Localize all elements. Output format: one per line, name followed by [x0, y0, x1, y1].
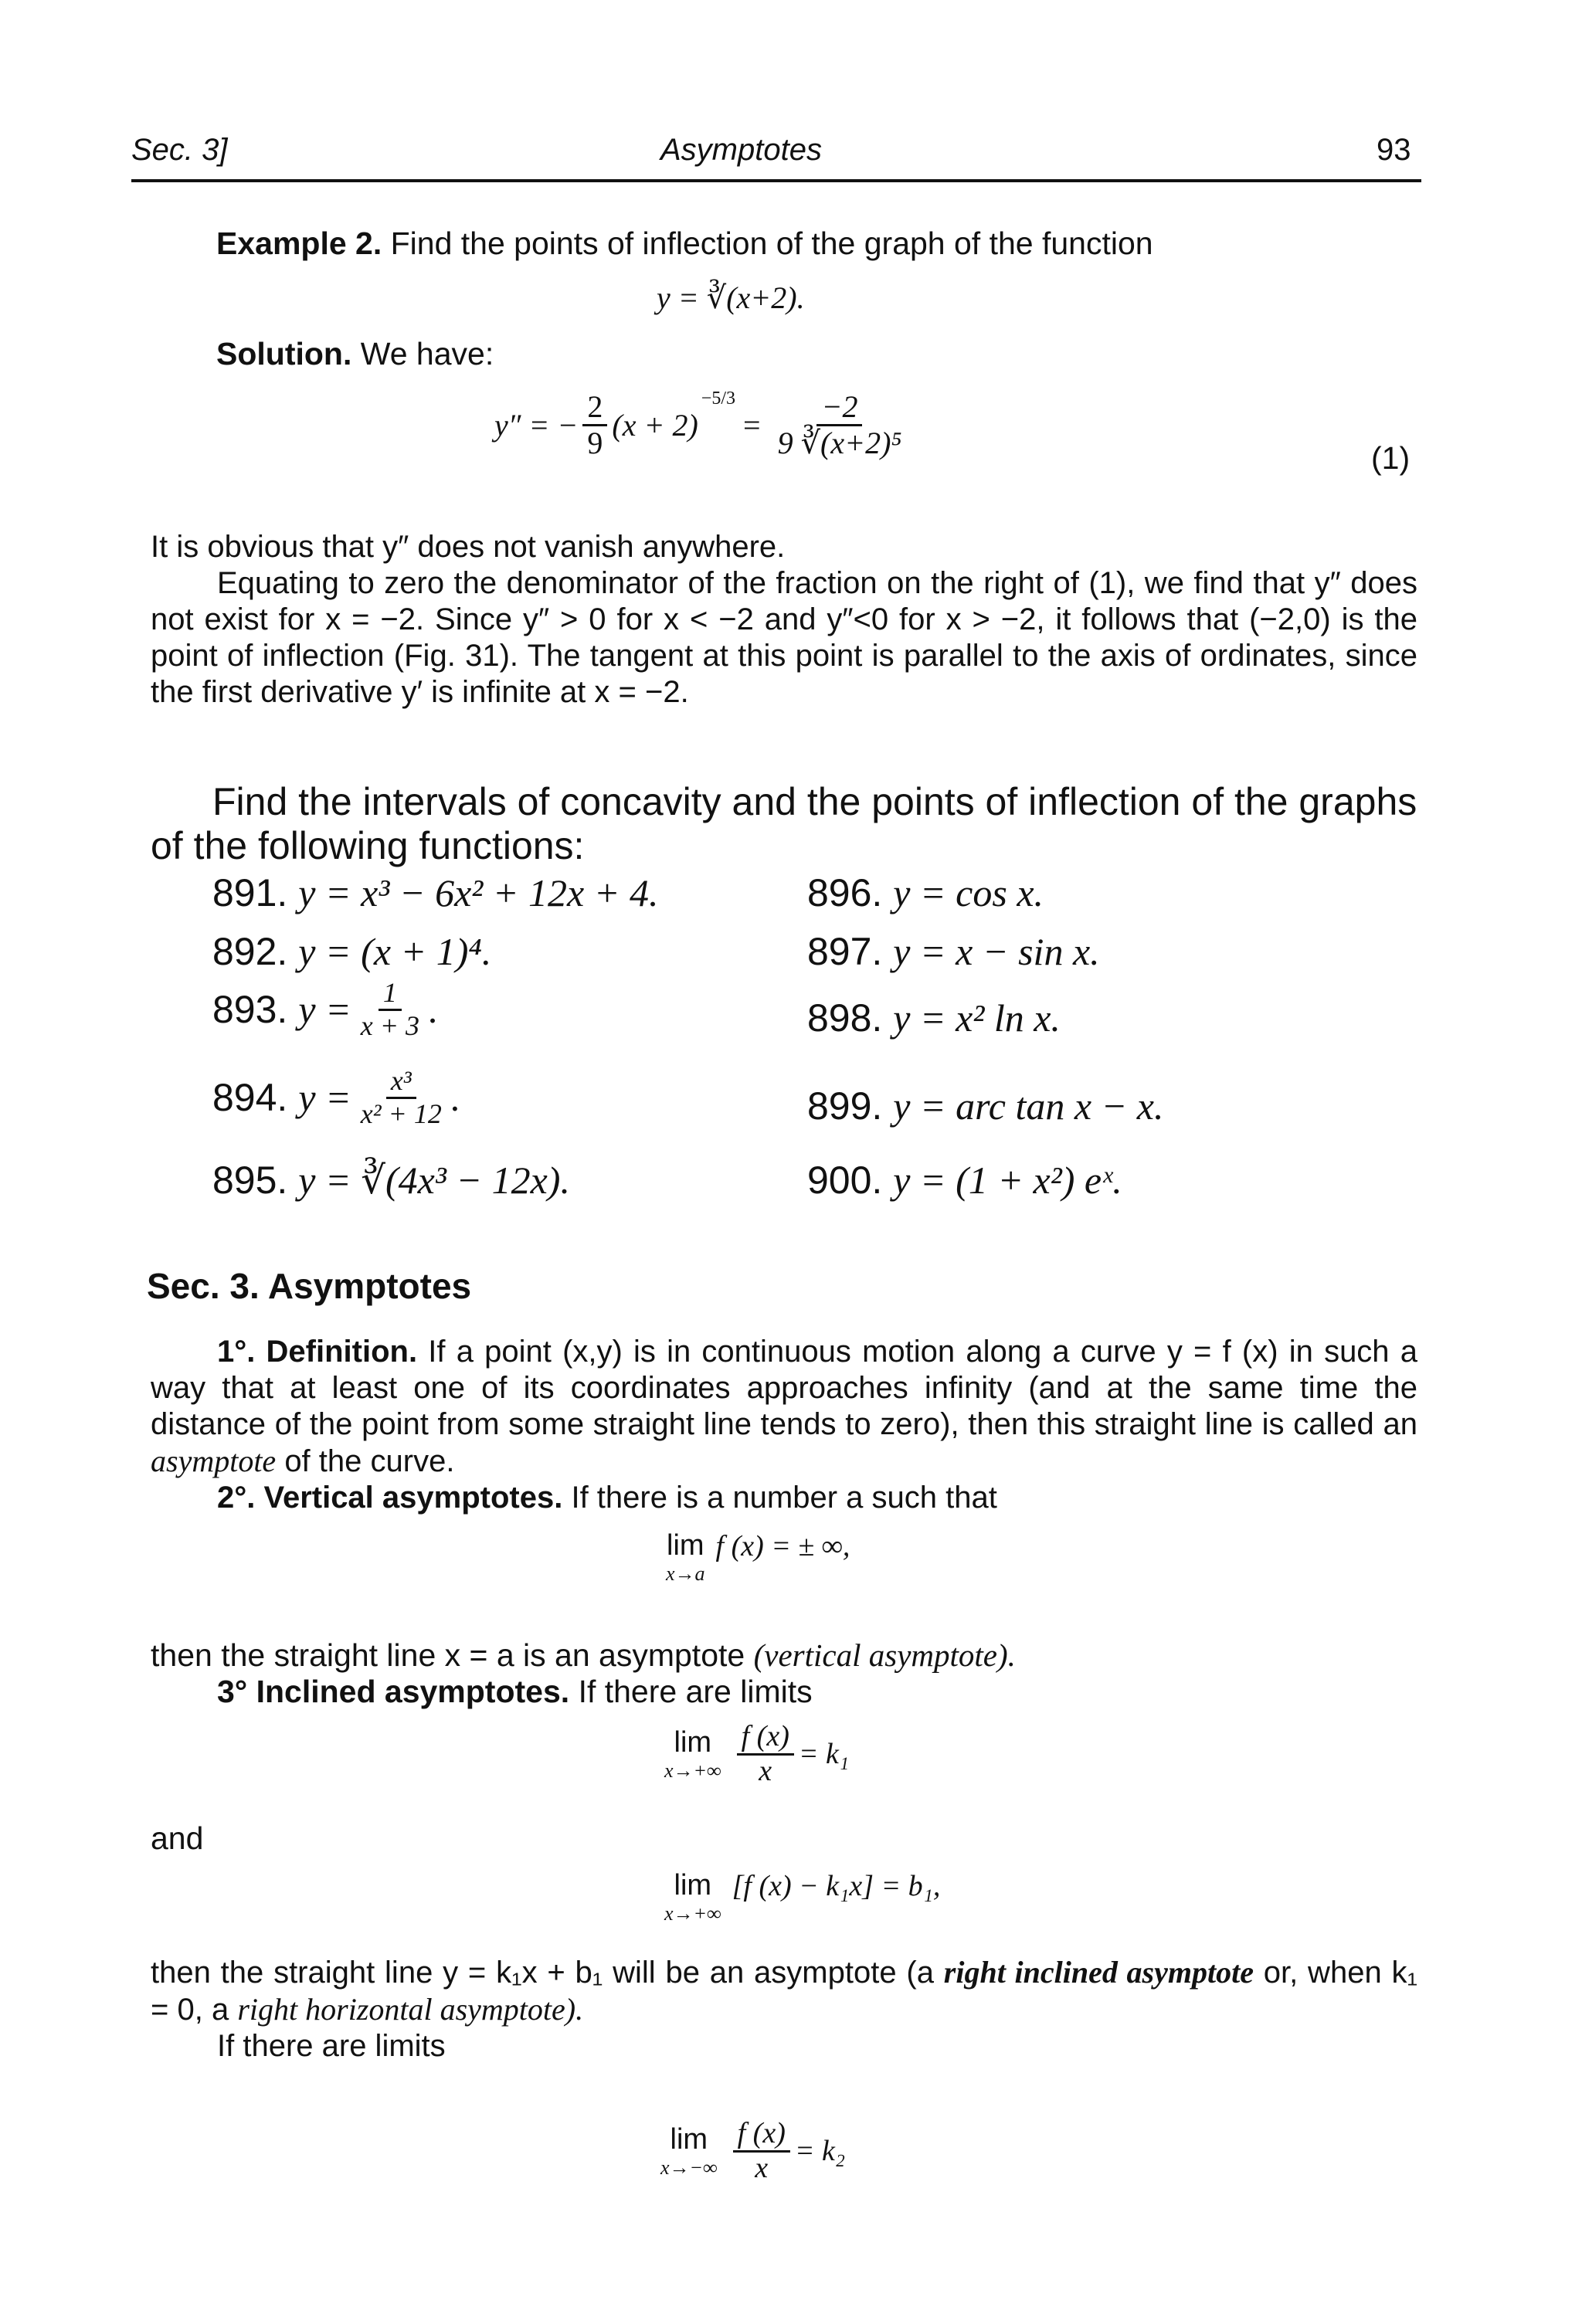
example-para-1: It is obvious that y″ does not vanish anywhere.: [151, 530, 786, 564]
fraction-den: x: [759, 1754, 772, 1787]
solution-line: [216, 336, 494, 372]
exercise-tail: .: [450, 1075, 461, 1119]
example-label: Example 2.: [216, 226, 382, 261]
definition-text: If a point (x,y) is in continuous motion along a curve y = f (x) in such a way that at least one of its coordinates approaches infinity (and at the same time the distance of the point from some straight line tends to zero), then this straight line is called an: [151, 1335, 1417, 1441]
limit-subscript: x→+∞: [664, 1759, 721, 1782]
if-there-para: If there are limits: [217, 2029, 446, 2063]
exercise-expr: y = cos x.: [893, 871, 1044, 914]
formula-exp: −5/3: [701, 388, 735, 409]
formula-rhs: [773, 390, 907, 460]
formula-coef-den: 9: [587, 426, 603, 460]
example-statement: [216, 226, 1153, 262]
exercise-number: 891.: [212, 871, 288, 914]
exercise-900: [807, 1159, 1122, 1203]
exercise-expr: y = (1 + x²) eˣ.: [893, 1159, 1122, 1202]
formula-1: [494, 390, 911, 460]
exercise-number: 894.: [212, 1075, 288, 1119]
limit-expression: [f (x) − k₁x] = b₁,: [732, 1870, 941, 1902]
vertical-label: 2°. Vertical asymptotes.: [217, 1481, 563, 1515]
fraction-den: x + 3: [360, 1009, 420, 1041]
formula-lhs: y″ = −: [494, 408, 579, 443]
conclusion-para: [151, 1954, 1417, 2028]
exercise-lhs: y =: [298, 987, 351, 1031]
exercise-number: 899.: [807, 1084, 883, 1128]
formula-coef: [582, 390, 607, 460]
exercise-number: 900.: [807, 1159, 883, 1202]
formula-base: (x + 2): [612, 408, 698, 443]
formula-number: (1): [1371, 440, 1411, 476]
definition-end: of the curve.: [284, 1444, 455, 1478]
formula-eq: =: [743, 408, 761, 443]
limit-word: lim: [674, 1725, 712, 1759]
limit-fraction: [737, 1721, 794, 1788]
limit-operator: [664, 1726, 721, 1783]
limit-rhs: = k₁: [798, 1738, 850, 1771]
limit-k1: [664, 1721, 849, 1788]
exercise-899: [807, 1084, 1163, 1128]
exercise-891: [212, 871, 658, 915]
conclusion-term-2: right horizontal asymptote).: [237, 1992, 584, 2027]
limit-fraction: [733, 2118, 790, 2185]
inclined-conclusion: [151, 1954, 1417, 2064]
limit-subscript: x→−∞: [660, 2156, 718, 2179]
formula-rhs-den: 9 ∛(x+2)⁵: [777, 426, 902, 460]
fraction-num: x³: [386, 1066, 416, 1099]
limit-rhs: = k₂: [794, 2135, 846, 2168]
exercise-intro: Find the intervals of concavity and the points of inflection of the graphs of the following functions:: [151, 780, 1417, 867]
limit-subscript: x→a: [666, 1562, 705, 1585]
vertical-text: If there is a number a such that: [571, 1481, 997, 1515]
exercise-893: [212, 978, 439, 1041]
vertical-then: [151, 1637, 1016, 1674]
exercise-expr: y = (x + 1)⁴.: [298, 930, 492, 973]
limit-operator: [666, 1529, 705, 1586]
inclined-text: If there are limits: [578, 1674, 813, 1709]
header-title: Asymptotes: [660, 133, 822, 167]
fraction-den: x: [755, 2151, 769, 2184]
vertical-para: [151, 1480, 1417, 1516]
limit-subscript: x→+∞: [664, 1902, 721, 1925]
formula-coef-num: 2: [582, 390, 607, 426]
exercise-expr: y = x² ln x.: [893, 996, 1061, 1040]
exercise-898: [807, 996, 1061, 1040]
vertical-limit: [666, 1529, 850, 1586]
exercise-expr: y = x − sin x.: [893, 930, 1100, 973]
exercise-896: [807, 871, 1044, 915]
limit-word: lim: [670, 2122, 708, 2156]
formula-rhs-num: −2: [816, 390, 862, 426]
exercise-895: [212, 1159, 570, 1203]
limit-expression: f (x) = ± ∞,: [715, 1530, 850, 1562]
fraction-den: x² + 12: [360, 1098, 442, 1129]
example-text: Find the points of inflection of the graph of the function: [390, 226, 1153, 261]
exercise-fraction: [356, 978, 424, 1041]
page-number: 93: [1377, 133, 1411, 167]
example-discussion: [151, 529, 1417, 711]
fraction-num: f (x): [737, 1721, 794, 1756]
conclusion-a: then the straight line y = k₁x + b₁ will be an asymptote (a: [151, 1956, 934, 1990]
exercise-expr: y = x³ − 6x² + 12x + 4.: [298, 871, 659, 914]
header-rule: [131, 179, 1421, 182]
exercise-number: 897.: [807, 930, 883, 973]
exercise-number: 898.: [807, 996, 883, 1040]
exercise-number: 893.: [212, 987, 288, 1031]
vertical-then-text: then the straight line x = a is an asymptote: [151, 1637, 745, 1673]
exercise-894: [212, 1066, 460, 1129]
exercise-tail: .: [429, 987, 439, 1031]
limit-b1: [664, 1869, 940, 1925]
limit-operator: [660, 2123, 718, 2180]
exercise-fraction: [356, 1066, 446, 1129]
limit-operator: [664, 1869, 721, 1925]
section-definition: [151, 1334, 1417, 1516]
definition-term: asymptote: [151, 1444, 277, 1478]
definition-para: [151, 1334, 1417, 1480]
limit-k2: [660, 2118, 845, 2185]
vertical-then-term: (vertical asymptote).: [753, 1637, 1016, 1673]
conclusion-term-1: right inclined asymptote: [943, 1955, 1254, 1990]
exercise-897: [807, 930, 1100, 974]
header-section: Sec. 3]: [131, 133, 228, 167]
limit-word: lim: [674, 1869, 712, 1902]
fraction-num: 1: [379, 978, 402, 1011]
and-word: and: [151, 1820, 204, 1856]
inclined-label: 3° Inclined asymptotes.: [217, 1674, 570, 1709]
section-title: Sec. 3. Asymptotes: [147, 1266, 472, 1306]
limit-word: lim: [667, 1529, 704, 1562]
exercise-expr: y = arc tan x − x.: [893, 1084, 1164, 1128]
inclined-line: [217, 1674, 813, 1710]
solution-text: We have:: [360, 336, 494, 372]
definition-label: 1°. Definition.: [217, 1335, 418, 1369]
example-function: y = ∛(x+2).: [657, 280, 805, 315]
exercise-892: [212, 930, 491, 974]
example-para-2: Equating to zero the denominator of the fraction on the right of (1), we find that y″ does not exist for x = −2. Since y″ > 0 for x < −2 and y″<0 for x > −2, it follows that (−2,0) is the point of inflection (Fig. 31). The tangent at this point is parallel to the axis of ordinates, since the first derivative y′ is infinite at x = −2.: [151, 566, 1417, 709]
exercise-number: 896.: [807, 871, 883, 914]
exercise-number: 892.: [212, 930, 288, 973]
exercise-number: 895.: [212, 1159, 288, 1202]
fraction-num: f (x): [733, 2118, 790, 2153]
exercise-expr: y = ∛(4x³ − 12x).: [298, 1159, 570, 1202]
conclusion-b: or, when k₁ = 0, a: [151, 1956, 1417, 2027]
exercise-lhs: y =: [298, 1075, 351, 1119]
solution-label: Solution.: [216, 336, 352, 372]
